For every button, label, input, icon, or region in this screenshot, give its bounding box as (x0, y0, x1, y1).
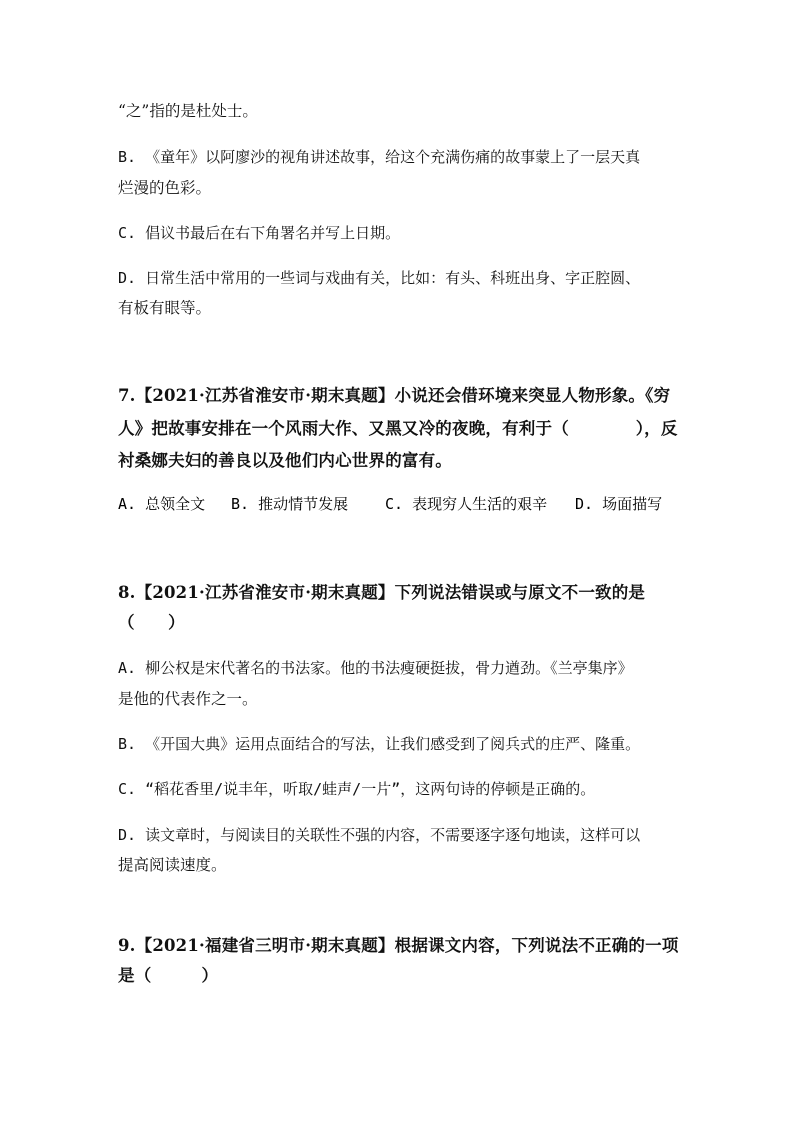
q8-stem-line2: （ ） (118, 613, 185, 632)
q7-stem-line2: 人》把故事安排在一个风雨大作、又黑又冷的夜晚，有利于（ ），反 (118, 419, 678, 438)
q7-choice-d: D. 场面描写 (575, 495, 663, 513)
q8-option-c: C. “稻花香里/说丰年，听取/蛙声/一片”，这两句诗的停顿是正确的。 (118, 780, 596, 798)
q9-stem-line1: 9.【2021·福建省三明市·期末真题】根据课文内容，下列说法不正确的一项 (118, 936, 679, 955)
q7-choice-a: A. 总领全文 (118, 495, 206, 513)
q8-option-b: B. 《开国大典》运用点面结合的写法，让我们感受到了阅兵式的庄严、隆重。 (118, 735, 641, 753)
q6-option-d-line2: 有板有眼等。 (118, 299, 212, 317)
q9-stem-line2: 是（ ） (118, 966, 219, 985)
q8-stem-line1: 8.【2021·江苏省淮安市·期末真题】下列说法错误或与原文不一致的是 (118, 583, 646, 602)
q6-option-b-line2: 烂漫的色彩。 (118, 179, 212, 197)
q8-option-d-line2: 提高阅读速度。 (118, 856, 227, 874)
q7-stem-line3: 衬桑娜夫妇的善良以及他们内心世界的富有。 (118, 451, 452, 470)
q6-option-b-line1: B. 《童年》以阿廖沙的视角讲述故事，给这个充满伤痛的故事蒙上了一层天真 (118, 148, 641, 166)
q8-option-d-line1: D. 读文章时，与阅读目的关联性不强的内容，不需要逐字逐句地读，这样可以 (118, 826, 641, 844)
q8-option-a-line2: 是他的代表作之一。 (118, 690, 258, 708)
q7-choice-c: C. 表现穷人生活的艰辛 (385, 495, 548, 513)
q8-option-a-line1: A. 柳公权是宋代著名的书法家。他的书法瘦硬挺拔，骨力遒劲。《兰亭集序》 (118, 659, 633, 677)
q6-answer-line: “之”指的是杜处士。 (118, 102, 258, 120)
q7-stem-line1: 7.【2021·江苏省淮安市·期末真题】小说还会借环境来突显人物形象。《穷 (118, 386, 671, 405)
q7-choice-b: B. 推动情节发展 (231, 495, 349, 513)
q6-option-c: C. 倡议书最后在右下角署名并写上日期。 (118, 224, 401, 242)
q6-option-d-line1: D. 日常生活中常用的一些词与戏曲有关，比如：有头、科班出身、字正腔圆、 (118, 269, 641, 287)
